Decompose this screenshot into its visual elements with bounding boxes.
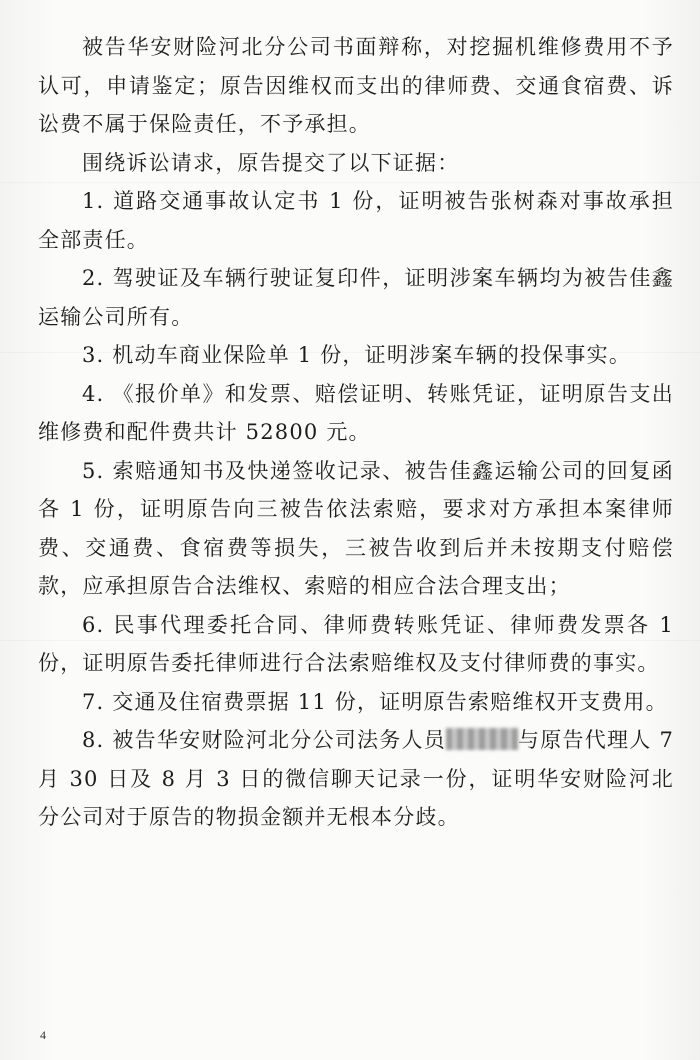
evidence-item-3: 3. 机动车商业保险单 1 份，证明涉案车辆的投保事实。 <box>82 343 632 367</box>
evidence-item-8-end: 与原告代理人 7 月 30 日及 8 月 3 日的微信聊天记录一份，证明华安财险河北分公司对于原告的物损金额并无根本分歧。 <box>38 728 675 829</box>
evidence-item-5: 5. 索赔通知书及快递签收记录、被告佳鑫运输公司的回复函各 1 份，证明原告向三被告依法索赔，要求对方承担本案律师费、交通费、食宿费等损失，三被告收到后并未按期支付赔偿款，应承担原告合法维权、索赔的相应合法合理支出； <box>38 458 674 598</box>
evidence-item-8 <box>38 721 674 837</box>
evidence-item-4: 4. 《报价单》和发票、赔偿证明、转账凭证，证明原告支出维修费和配件费共计 52800 元。 <box>38 381 674 444</box>
evidence-item-6: 6. 民事代理委托合同、律师费转账凭证、律师费发票各 1 份，证明原告委托律师进行合法索赔维权及支付律师费的事实。 <box>38 612 674 675</box>
evidence-item-7: 7. 交通及住宿费票据 11 份，证明原告索赔维权开支费用。 <box>82 689 668 714</box>
document-body <box>38 28 674 837</box>
paragraph-defense: 被告华安财险河北分公司书面辩称，对挖掘机维修费用不予认可，申请鉴定；原告因维权而支出的律师费、交通食宿费、诉讼费不属于保险责任，不予承担。 <box>38 35 674 136</box>
redacted-name <box>446 728 518 750</box>
evidence-item-2: 2. 驾驶证及车辆行驶证复印件，证明涉案车辆均为被告佳鑫运输公司所有。 <box>38 266 674 329</box>
evidence-item-1: 1. 道路交通事故认定书 1 份，证明被告张树森对事故承担全部责任。 <box>38 189 674 252</box>
page-number: 4 <box>40 1028 46 1042</box>
paragraph-evidence-intro: 围绕诉讼请求，原告提交了以下证据： <box>82 150 460 175</box>
evidence-item-8-start: 8. 被告华安财险河北分公司法务人员 <box>82 728 447 752</box>
